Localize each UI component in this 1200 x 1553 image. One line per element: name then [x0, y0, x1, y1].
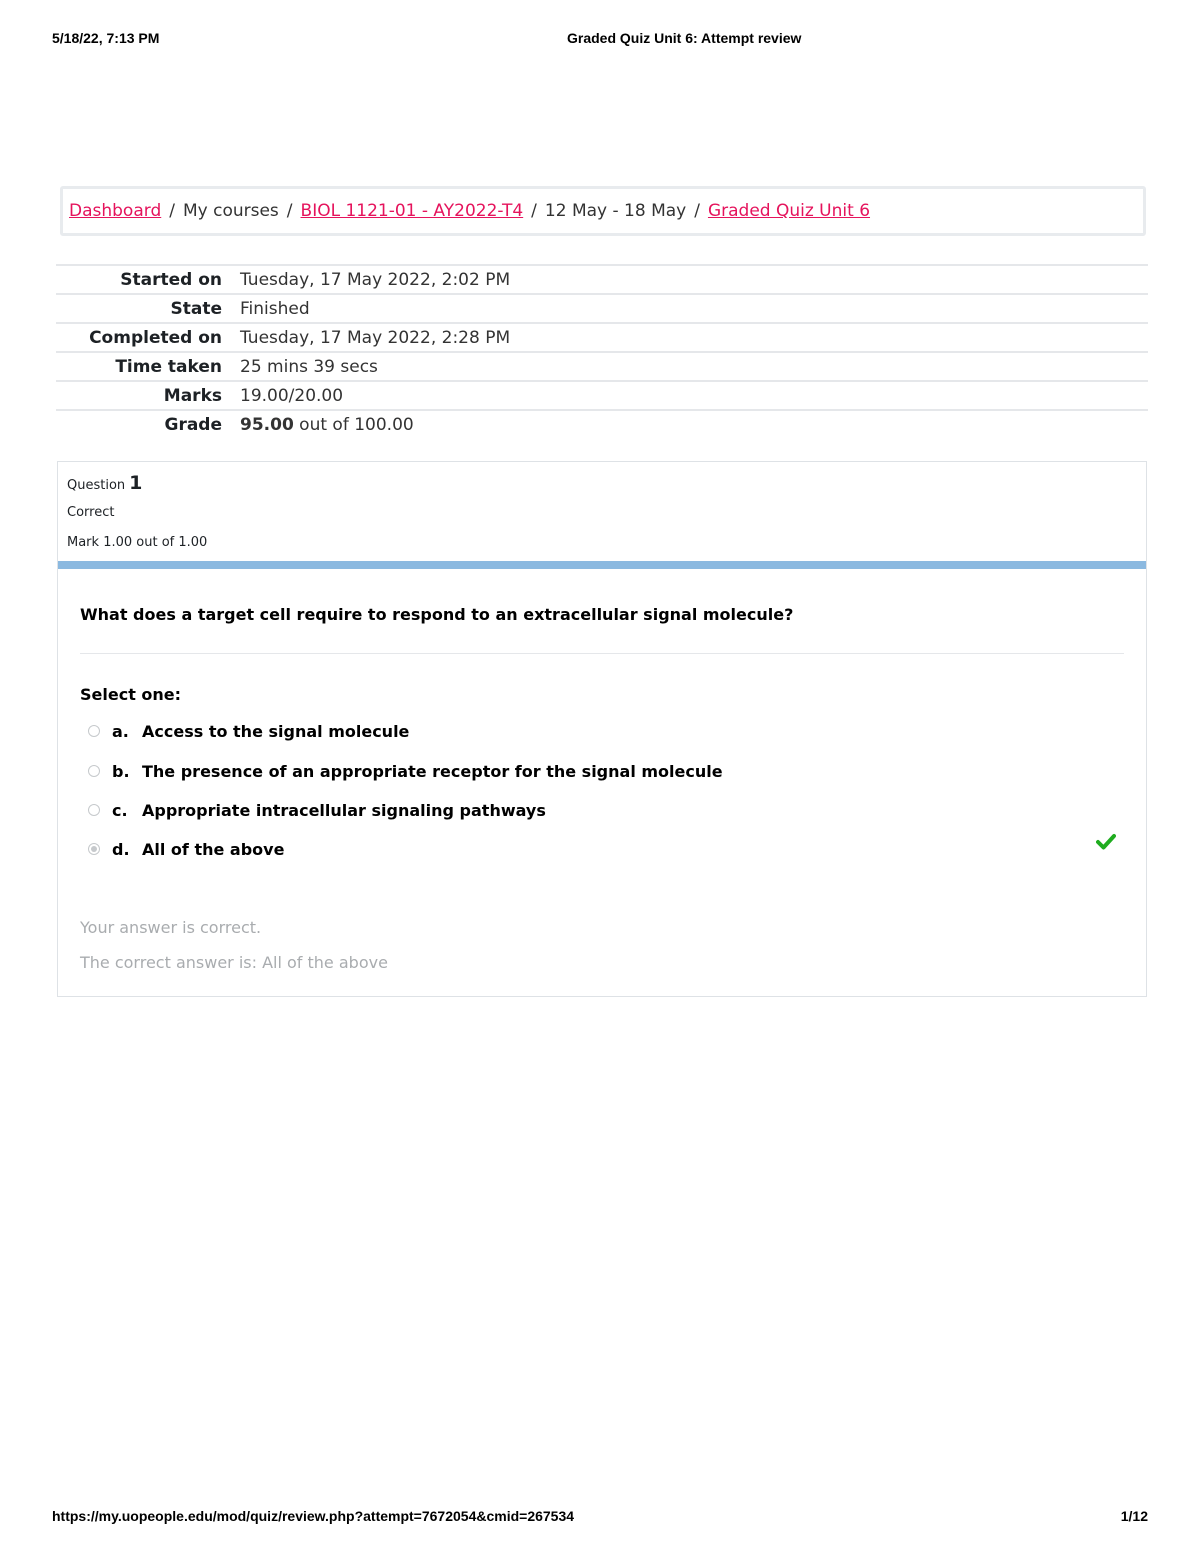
breadcrumb-separator: /	[286, 201, 293, 221]
right-answer-text: The correct answer is: All of the above	[80, 953, 388, 972]
question-number	[67, 472, 142, 494]
option-text: All of the above	[142, 839, 285, 859]
summary-value: 25 mins 39 secs	[240, 352, 1148, 381]
summary-value	[240, 410, 1148, 438]
grade-out-of: out of 100.00	[293, 414, 414, 435]
summary-label: Started on	[56, 265, 240, 294]
summary-row-marks	[56, 381, 1148, 410]
select-one-prompt: Select one:	[80, 685, 182, 704]
option-text: The presence of an appropriate receptor for the signal molecule	[142, 761, 723, 781]
radio-button[interactable]	[88, 804, 100, 816]
summary-row-time-taken	[56, 352, 1148, 381]
option-letter: c.	[112, 800, 128, 820]
print-page-number: 1/12	[1120, 1508, 1148, 1524]
option-letter: b.	[112, 761, 130, 781]
summary-row-state	[56, 294, 1148, 323]
question-card	[57, 461, 1147, 997]
summary-row-grade	[56, 410, 1148, 438]
question-formulation	[58, 561, 1146, 901]
summary-value: Tuesday, 17 May 2022, 2:02 PM	[240, 265, 1148, 294]
option-letter: a.	[112, 721, 129, 741]
print-footer	[52, 1508, 1148, 1528]
check-icon	[1096, 833, 1116, 851]
summary-row-completed	[56, 323, 1148, 352]
divider	[80, 653, 1124, 654]
question-text: What does a target cell require to respond to an extracellular signal molecule?	[80, 605, 794, 624]
breadcrumb-section: 12 May - 18 May	[544, 201, 687, 221]
question-feedback	[80, 918, 388, 988]
breadcrumb-my-courses: My courses	[182, 201, 279, 221]
breadcrumb-dashboard-link[interactable]: Dashboard	[69, 201, 162, 221]
attempt-summary-table	[56, 264, 1148, 438]
question-number-value: 1	[129, 472, 143, 494]
breadcrumb	[60, 186, 1146, 236]
breadcrumb-separator: /	[694, 201, 700, 221]
summary-label: Grade	[56, 410, 240, 438]
grade-score: 95.00	[240, 414, 294, 435]
breadcrumb-separator: /	[531, 201, 537, 221]
summary-label: Completed on	[56, 323, 240, 352]
breadcrumb-course-link[interactable]: BIOL 1121-01 - AY2022-T4	[300, 201, 524, 221]
feedback-text: Your answer is correct.	[80, 918, 262, 937]
option-text: Access to the signal molecule	[142, 721, 410, 741]
option-letter: d.	[112, 839, 130, 859]
summary-label: Time taken	[56, 352, 240, 381]
print-header	[52, 30, 1148, 50]
radio-button[interactable]	[88, 765, 100, 777]
answer-option-a[interactable]	[88, 719, 409, 743]
summary-label: Marks	[56, 381, 240, 410]
question-mark: Mark 1.00 out of 1.00	[67, 535, 208, 550]
print-title: Graded Quiz Unit 6: Attempt review	[567, 30, 802, 46]
summary-value: 19.00/20.00	[240, 381, 1148, 410]
radio-button-selected[interactable]	[88, 843, 100, 855]
print-datetime: 5/18/22, 7:13 PM	[52, 30, 160, 46]
question-label: Question	[67, 478, 126, 493]
answer-option-b[interactable]	[88, 759, 723, 783]
answer-option-d[interactable]	[88, 837, 284, 861]
option-text: Appropriate intracellular signaling pathways	[142, 800, 546, 820]
breadcrumb-quiz-link[interactable]: Graded Quiz Unit 6	[707, 201, 871, 221]
radio-button[interactable]	[88, 725, 100, 737]
answer-option-c[interactable]	[88, 798, 546, 822]
question-state: Correct	[67, 505, 115, 520]
summary-label: State	[56, 294, 240, 323]
summary-value: Tuesday, 17 May 2022, 2:28 PM	[240, 323, 1148, 352]
summary-row-started	[56, 265, 1148, 294]
summary-value: Finished	[240, 294, 1148, 323]
print-url: https://my.uopeople.edu/mod/quiz/review.php?attempt=7672054&cmid=267534	[52, 1508, 575, 1524]
breadcrumb-separator: /	[169, 201, 175, 221]
